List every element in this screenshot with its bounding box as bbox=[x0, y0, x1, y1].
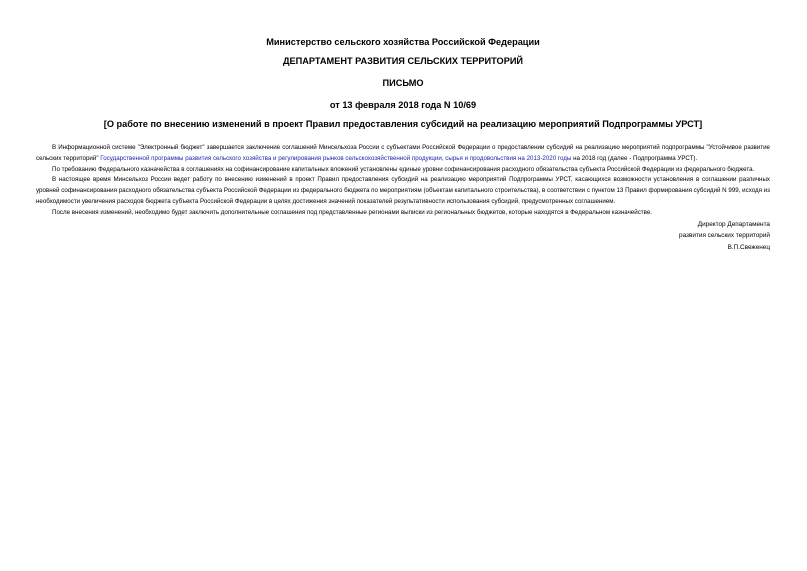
paragraph-1-text-end: на 2018 год (далее - Подпрограмма УРСТ). bbox=[571, 154, 698, 162]
signature-block bbox=[36, 219, 770, 254]
signature-name: В.П.Свеженец bbox=[727, 243, 770, 251]
state-program-link[interactable]: Государственной программы развития сельского хозяйства и регулирования рынков сельскохозяйственной продукции, сырья и продовольствия на 2013-2020 годы bbox=[100, 154, 572, 162]
signature-title-line-2: развития сельских территорий bbox=[679, 232, 770, 240]
document-type: ПИСЬМО bbox=[382, 78, 424, 88]
signature-title-line-1: Директор Департамента bbox=[697, 220, 770, 228]
document-page bbox=[36, 0, 770, 253]
document-body bbox=[36, 143, 770, 219]
paragraph-1 bbox=[36, 143, 770, 165]
document-subject: [О работе по внесению изменений в проект Правил предоставления субсидий на реализацию мероприятий Подпрограммы УРСТ] bbox=[103, 119, 703, 129]
paragraph-2: По требованию Федерального казначейства в соглашениях на софинансирование капитальных вложений установлены единые уровни софинансирования расходного обязательства субъекта Российской Федерации из федерального бюджета. bbox=[52, 165, 755, 173]
department-name: ДЕПАРТАМЕНТ РАЗВИТИЯ СЕЛЬСКИХ ТЕРРИТОРИЙ bbox=[282, 56, 524, 66]
paragraph-1-text-start: В Информационной системе "Электронный бюджет" завершается заключение соглашений Минсельхоза России с субъектами Российской Федерации о предоставлении субсидий на реализацию мероприятий подпрограммы "Устойчивое развитие сельских территорий" bbox=[36, 144, 770, 162]
paragraph-4: После внесения изменений, необходимо будет заключить дополнительные соглашения под представленные регионами выписки из региональных бюджетов, которые находятся в Федеральном казначействе. bbox=[52, 208, 653, 216]
document-date-number: от 13 февраля 2018 года N 10/69 bbox=[329, 100, 477, 110]
ministry-name: Министерство сельского хозяйства Российской Федерации bbox=[266, 37, 540, 47]
paragraph-3: В настоящее время Минсельхоз России ведет работу по внесению изменений в проект Правил предоставления субсидий на реализацию мероприятий Подпрограммы УРСТ, касающихся возможности установления в соглашении различных уровней софинансирования расходного обязательства субъекта Российской Федерации из федерального бюджета по мероприятиям (объектам капитального строительства), в соответствии с пунктом 13 Правил формирования субсидий N 999, исходя из необходимости увеличения расходов бюджета субъекта Российской Федерации в целях достижения значений показателей результативности использования субсидий, предусмотренных соглашением. bbox=[36, 176, 770, 205]
